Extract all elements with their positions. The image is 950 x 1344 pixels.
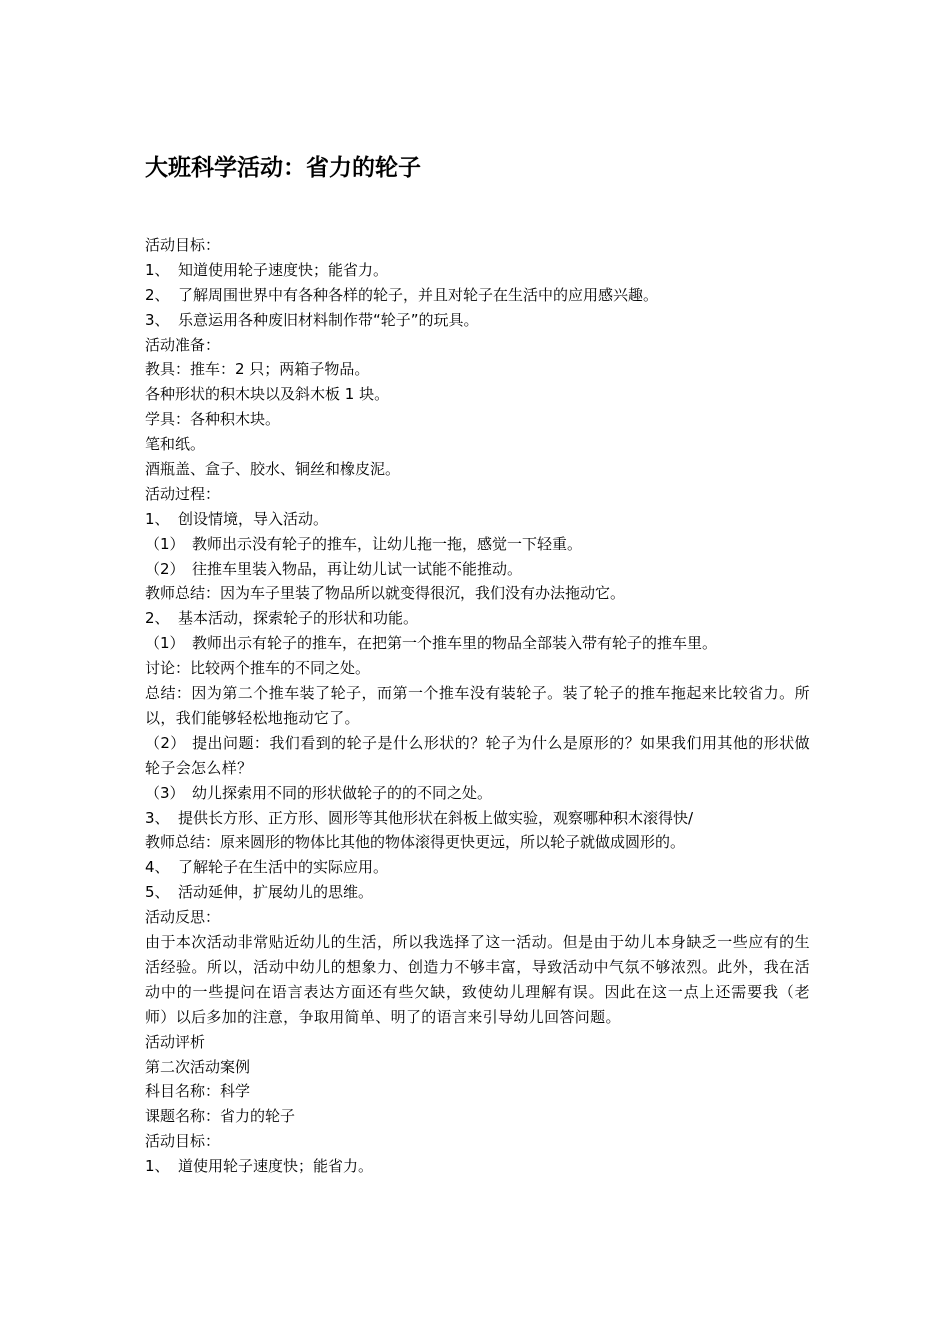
step-number: 2、 — [145, 609, 170, 628]
document-body — [145, 233, 810, 1179]
substep-text: 教师出示没有轮子的推车，让幼儿拖一拖，感觉一下轻重。 — [192, 534, 583, 553]
goals-heading: 活动目标： — [145, 236, 221, 254]
step-item — [145, 880, 810, 905]
reflection-heading: 活动反思： — [145, 908, 221, 927]
step-text: 基本活动，探索轮子的形状和功能。 — [178, 609, 419, 628]
goal-item — [145, 308, 810, 333]
substep-number: （2） — [145, 559, 185, 578]
goal-number: 3、 — [145, 310, 170, 329]
goal-text: 道使用轮子速度快；能省力。 — [178, 1157, 374, 1176]
document-title: 大班科学活动：省力的轮子 — [145, 155, 421, 181]
substep-number: （3） — [145, 783, 185, 802]
substep-text: 教师出示有轮子的推车，在把第一个推车里的物品全部装入带有轮子的推车里。 — [192, 634, 718, 653]
reflection-paragraph: 由于本次活动非常贴近幼儿的生活，所以我选择了这一活动。但是由于幼儿本身缺乏一些应有的生活经验。所以，活动中幼儿的想象力、创造力不够丰富，导致活动中气氛不够浓烈。此外，我在活动中的一些提问在语言表达方面还有些欠缺，致使幼儿理解有误。因此在这一点上还需要我（老师）以后多加的注意，争取用简单、明了的语言来引导幼儿回答问题。 — [145, 933, 810, 1026]
substep-item — [145, 532, 810, 557]
step-number: 3、 — [145, 808, 170, 827]
goal-text: 了解周围世界中有各种各样的轮子，并且对轮子在生活中的应用感兴趣。 — [178, 285, 659, 304]
substep-item — [145, 631, 810, 656]
substep-text: 往推车里装入物品，再让幼儿试一试能不能推动。 — [192, 559, 523, 578]
substep-text: 幼儿探索用不同的形状做轮子的的不同之处。 — [192, 783, 493, 802]
prep-heading: 活动准备： — [145, 335, 221, 354]
substep-number: （1） — [145, 534, 185, 553]
prep-line: 教具：推车：2 只；两箱子物品。 — [145, 360, 370, 379]
case2-heading: 第二次活动案例 — [145, 1057, 251, 1076]
goal-number: 1、 — [145, 260, 170, 279]
goal-item — [145, 1154, 810, 1179]
prep-line: 酒瓶盖、盒子、胶水、铜丝和橡皮泥。 — [145, 460, 401, 479]
teacher-summary: 教师总结：因为车子里装了物品所以就变得很沉，我们没有办法拖动它。 — [145, 584, 626, 603]
step-text: 活动延伸，扩展幼儿的思维。 — [178, 883, 374, 902]
step-item — [145, 855, 810, 880]
goal-item — [145, 258, 810, 283]
process-heading: 活动过程： — [145, 484, 221, 503]
discussion-line: 讨论：比较两个推车的不同之处。 — [145, 659, 371, 678]
step-number: 1、 — [145, 509, 170, 528]
substep-item — [145, 731, 810, 781]
step-item — [145, 606, 810, 631]
step-text: 了解轮子在生活中的实际应用。 — [178, 858, 389, 877]
goal-text: 知道使用轮子速度快；能省力。 — [178, 260, 389, 279]
goal-text: 乐意运用各种废旧材料制作带“轮子”的玩具。 — [178, 310, 479, 329]
step-text: 提供长方形、正方形、圆形等其他形状在斜板上做实验，观察哪种积木滚得快/ — [178, 808, 694, 827]
step-number: 5、 — [145, 883, 170, 902]
goal-item — [145, 283, 810, 308]
step-item — [145, 507, 810, 532]
topic-line: 课题名称：省力的轮子 — [145, 1107, 296, 1126]
prep-line: 笔和纸。 — [145, 435, 206, 454]
goal-number: 1、 — [145, 1157, 170, 1176]
step-number: 4、 — [145, 858, 170, 877]
goals2-heading: 活动目标： — [145, 1132, 221, 1151]
step-item — [145, 806, 810, 831]
summary-paragraph: 总结：因为第二个推车装了轮子，而第一个推车没有装轮子。装了轮子的推车拖起来比较省力。所以，我们能够轻松地拖动它了。 — [145, 684, 810, 727]
step-text: 创设情境，导入活动。 — [178, 509, 329, 528]
substep-number: （2） — [145, 733, 186, 752]
substep-item — [145, 781, 810, 806]
subject-line: 科目名称：科学 — [145, 1082, 251, 1101]
substep-text: 提出问题：我们看到的轮子是什么形状的？轮子为什么是原形的？如果我们用其他的形状做轮子会怎么样？ — [145, 733, 810, 777]
teacher-summary: 教师总结：原来圆形的物体比其他的物体滚得更快更远，所以轮子就做成圆形的。 — [145, 833, 686, 852]
prep-line: 学具：各种积木块。 — [145, 410, 281, 429]
substep-number: （1） — [145, 634, 185, 653]
prep-line: 各种形状的积木块以及斜木板 1 块。 — [145, 385, 390, 404]
goal-number: 2、 — [145, 285, 170, 304]
substep-item — [145, 557, 810, 582]
evaluation-heading: 活动评析 — [145, 1032, 206, 1051]
